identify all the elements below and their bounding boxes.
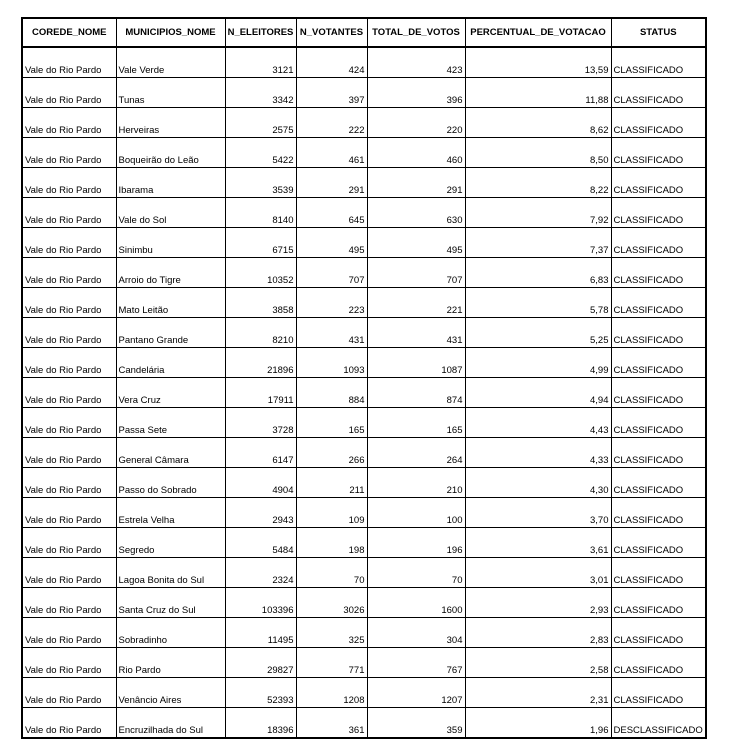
cell-total-de-votos: 70: [367, 558, 465, 588]
cell-status: CLASSIFICADO: [611, 138, 706, 168]
cell-n-eleitores: 3728: [225, 408, 296, 438]
cell-status: CLASSIFICADO: [611, 288, 706, 318]
cell-municipio-nome: Boqueirão do Leão: [116, 138, 225, 168]
cell-total-de-votos: 165: [367, 408, 465, 438]
cell-n-eleitores: 5484: [225, 528, 296, 558]
table-row: [22, 378, 706, 408]
cell-n-votantes: 461: [296, 138, 367, 168]
table-row: [22, 498, 706, 528]
cell-municipio-nome: Candelária: [116, 348, 225, 378]
cell-n-votantes: 223: [296, 288, 367, 318]
cell-corede-nome: Vale do Rio Pardo: [22, 258, 116, 288]
cell-n-eleitores: 4904: [225, 468, 296, 498]
cell-total-de-votos: 359: [367, 708, 465, 739]
cell-n-eleitores: 3121: [225, 47, 296, 78]
cell-municipio-nome: Ibarama: [116, 168, 225, 198]
cell-n-eleitores: 52393: [225, 678, 296, 708]
cell-municipio-nome: Sinimbu: [116, 228, 225, 258]
cell-total-de-votos: 767: [367, 648, 465, 678]
cell-total-de-votos: 396: [367, 78, 465, 108]
cell-municipio-nome: Encruzilhada do Sul: [116, 708, 225, 739]
table-body: [22, 47, 706, 738]
cell-status: CLASSIFICADO: [611, 498, 706, 528]
table-row: [22, 558, 706, 588]
cell-percentual-de-votacao: 8,22: [465, 168, 611, 198]
cell-percentual-de-votacao: 3,61: [465, 528, 611, 558]
cell-percentual-de-votacao: 2,31: [465, 678, 611, 708]
cell-n-votantes: 70: [296, 558, 367, 588]
cell-percentual-de-votacao: 2,93: [465, 588, 611, 618]
cell-municipio-nome: Vale Verde: [116, 47, 225, 78]
cell-n-votantes: 266: [296, 438, 367, 468]
cell-status: CLASSIFICADO: [611, 378, 706, 408]
cell-corede-nome: Vale do Rio Pardo: [22, 348, 116, 378]
cell-percentual-de-votacao: 11,88: [465, 78, 611, 108]
cell-n-eleitores: 29827: [225, 648, 296, 678]
cell-municipio-nome: Tunas: [116, 78, 225, 108]
table-row: [22, 228, 706, 258]
table-row: [22, 408, 706, 438]
table-row: [22, 618, 706, 648]
cell-percentual-de-votacao: 4,43: [465, 408, 611, 438]
cell-n-eleitores: 11495: [225, 618, 296, 648]
cell-n-eleitores: 17911: [225, 378, 296, 408]
table-row: [22, 318, 706, 348]
header-status: STATUS: [611, 18, 706, 47]
cell-n-votantes: 1208: [296, 678, 367, 708]
cell-percentual-de-votacao: 6,83: [465, 258, 611, 288]
cell-percentual-de-votacao: 1,96: [465, 708, 611, 739]
cell-percentual-de-votacao: 4,99: [465, 348, 611, 378]
cell-status: CLASSIFICADO: [611, 348, 706, 378]
cell-n-eleitores: 8210: [225, 318, 296, 348]
header-n-votantes: N_VOTANTES: [296, 18, 367, 47]
cell-corede-nome: Vale do Rio Pardo: [22, 708, 116, 739]
cell-corede-nome: Vale do Rio Pardo: [22, 288, 116, 318]
cell-n-votantes: 3026: [296, 588, 367, 618]
cell-municipio-nome: Rio Pardo: [116, 648, 225, 678]
cell-percentual-de-votacao: 2,58: [465, 648, 611, 678]
header-n-eleitores: N_ELEITORES: [225, 18, 296, 47]
cell-status: CLASSIFICADO: [611, 648, 706, 678]
cell-total-de-votos: 220: [367, 108, 465, 138]
table-row: [22, 138, 706, 168]
table-row: [22, 438, 706, 468]
cell-corede-nome: Vale do Rio Pardo: [22, 378, 116, 408]
cell-corede-nome: Vale do Rio Pardo: [22, 648, 116, 678]
table-row: [22, 258, 706, 288]
cell-municipio-nome: General Câmara: [116, 438, 225, 468]
cell-n-votantes: 645: [296, 198, 367, 228]
cell-n-votantes: 361: [296, 708, 367, 739]
cell-total-de-votos: 264: [367, 438, 465, 468]
cell-total-de-votos: 460: [367, 138, 465, 168]
cell-n-votantes: 198: [296, 528, 367, 558]
cell-percentual-de-votacao: 5,78: [465, 288, 611, 318]
table-row: [22, 678, 706, 708]
cell-total-de-votos: 630: [367, 198, 465, 228]
cell-total-de-votos: 495: [367, 228, 465, 258]
cell-percentual-de-votacao: 5,25: [465, 318, 611, 348]
table-row: [22, 108, 706, 138]
cell-corede-nome: Vale do Rio Pardo: [22, 468, 116, 498]
cell-total-de-votos: 291: [367, 168, 465, 198]
cell-total-de-votos: 874: [367, 378, 465, 408]
cell-n-eleitores: 6715: [225, 228, 296, 258]
cell-municipio-nome: Santa Cruz do Sul: [116, 588, 225, 618]
cell-municipio-nome: Sobradinho: [116, 618, 225, 648]
table-row: [22, 648, 706, 678]
cell-total-de-votos: 221: [367, 288, 465, 318]
cell-status: DESCLASSIFICADO: [611, 708, 706, 739]
cell-percentual-de-votacao: 4,30: [465, 468, 611, 498]
cell-percentual-de-votacao: 7,92: [465, 198, 611, 228]
cell-status: CLASSIFICADO: [611, 198, 706, 228]
cell-corede-nome: Vale do Rio Pardo: [22, 438, 116, 468]
cell-status: CLASSIFICADO: [611, 618, 706, 648]
cell-percentual-de-votacao: 8,62: [465, 108, 611, 138]
cell-n-eleitores: 3539: [225, 168, 296, 198]
cell-status: CLASSIFICADO: [611, 408, 706, 438]
cell-corede-nome: Vale do Rio Pardo: [22, 528, 116, 558]
cell-corede-nome: Vale do Rio Pardo: [22, 198, 116, 228]
cell-municipio-nome: Mato Leitão: [116, 288, 225, 318]
cell-status: CLASSIFICADO: [611, 258, 706, 288]
cell-municipio-nome: Vale do Sol: [116, 198, 225, 228]
table-row: [22, 348, 706, 378]
cell-percentual-de-votacao: 13,59: [465, 47, 611, 78]
cell-municipio-nome: Herveiras: [116, 108, 225, 138]
table-row: [22, 708, 706, 739]
cell-n-eleitores: 21896: [225, 348, 296, 378]
cell-total-de-votos: 196: [367, 528, 465, 558]
cell-status: CLASSIFICADO: [611, 78, 706, 108]
cell-municipio-nome: Venâncio Aires: [116, 678, 225, 708]
cell-corede-nome: Vale do Rio Pardo: [22, 408, 116, 438]
cell-n-eleitores: 3858: [225, 288, 296, 318]
header-corede-nome: COREDE_NOME: [22, 18, 116, 47]
cell-status: CLASSIFICADO: [611, 528, 706, 558]
cell-percentual-de-votacao: 3,70: [465, 498, 611, 528]
cell-status: CLASSIFICADO: [611, 438, 706, 468]
cell-municipio-nome: Passo do Sobrado: [116, 468, 225, 498]
cell-corede-nome: Vale do Rio Pardo: [22, 47, 116, 78]
cell-total-de-votos: 1087: [367, 348, 465, 378]
cell-percentual-de-votacao: 4,33: [465, 438, 611, 468]
cell-n-eleitores: 18396: [225, 708, 296, 739]
cell-corede-nome: Vale do Rio Pardo: [22, 78, 116, 108]
cell-corede-nome: Vale do Rio Pardo: [22, 168, 116, 198]
cell-corede-nome: Vale do Rio Pardo: [22, 318, 116, 348]
cell-total-de-votos: 1600: [367, 588, 465, 618]
table-header: [22, 18, 706, 47]
cell-corede-nome: Vale do Rio Pardo: [22, 678, 116, 708]
cell-municipio-nome: Segredo: [116, 528, 225, 558]
cell-corede-nome: Vale do Rio Pardo: [22, 618, 116, 648]
cell-n-eleitores: 3342: [225, 78, 296, 108]
cell-total-de-votos: 707: [367, 258, 465, 288]
cell-n-votantes: 495: [296, 228, 367, 258]
cell-status: CLASSIFICADO: [611, 47, 706, 78]
cell-n-eleitores: 2324: [225, 558, 296, 588]
cell-n-votantes: 211: [296, 468, 367, 498]
cell-corede-nome: Vale do Rio Pardo: [22, 498, 116, 528]
cell-n-votantes: 431: [296, 318, 367, 348]
cell-n-eleitores: 5422: [225, 138, 296, 168]
cell-n-eleitores: 8140: [225, 198, 296, 228]
cell-n-votantes: 325: [296, 618, 367, 648]
cell-total-de-votos: 423: [367, 47, 465, 78]
cell-n-votantes: 771: [296, 648, 367, 678]
cell-status: CLASSIFICADO: [611, 588, 706, 618]
cell-status: CLASSIFICADO: [611, 228, 706, 258]
cell-n-eleitores: 2943: [225, 498, 296, 528]
cell-n-votantes: 707: [296, 258, 367, 288]
header-municipios-nome: MUNICIPIOS_NOME: [116, 18, 225, 47]
cell-n-votantes: 397: [296, 78, 367, 108]
table-row: [22, 78, 706, 108]
cell-total-de-votos: 210: [367, 468, 465, 498]
table-row: [22, 288, 706, 318]
cell-municipio-nome: Vera Cruz: [116, 378, 225, 408]
cell-n-votantes: 1093: [296, 348, 367, 378]
header-total-de-votos: TOTAL_DE_VOTOS: [367, 18, 465, 47]
cell-n-votantes: 291: [296, 168, 367, 198]
cell-corede-nome: Vale do Rio Pardo: [22, 108, 116, 138]
cell-percentual-de-votacao: 3,01: [465, 558, 611, 588]
cell-municipio-nome: Passa Sete: [116, 408, 225, 438]
cell-status: CLASSIFICADO: [611, 108, 706, 138]
cell-corede-nome: Vale do Rio Pardo: [22, 588, 116, 618]
cell-corede-nome: Vale do Rio Pardo: [22, 138, 116, 168]
cell-corede-nome: Vale do Rio Pardo: [22, 228, 116, 258]
cell-total-de-votos: 1207: [367, 678, 465, 708]
table-row: [22, 528, 706, 558]
cell-municipio-nome: Lagoa Bonita do Sul: [116, 558, 225, 588]
table-row: [22, 198, 706, 228]
table-row: [22, 47, 706, 78]
cell-percentual-de-votacao: 7,37: [465, 228, 611, 258]
cell-status: CLASSIFICADO: [611, 558, 706, 588]
cell-status: CLASSIFICADO: [611, 468, 706, 498]
cell-total-de-votos: 304: [367, 618, 465, 648]
cell-percentual-de-votacao: 4,94: [465, 378, 611, 408]
table-row: [22, 468, 706, 498]
cell-n-eleitores: 2575: [225, 108, 296, 138]
header-row: [22, 18, 706, 47]
cell-status: CLASSIFICADO: [611, 168, 706, 198]
cell-municipio-nome: Arroio do Tigre: [116, 258, 225, 288]
table-row: [22, 588, 706, 618]
cell-n-votantes: 884: [296, 378, 367, 408]
cell-n-votantes: 109: [296, 498, 367, 528]
cell-n-votantes: 165: [296, 408, 367, 438]
cell-status: CLASSIFICADO: [611, 318, 706, 348]
cell-percentual-de-votacao: 2,83: [465, 618, 611, 648]
header-percentual-de-votacao: PERCENTUAL_DE_VOTACAO: [465, 18, 611, 47]
cell-n-votantes: 424: [296, 47, 367, 78]
cell-n-votantes: 222: [296, 108, 367, 138]
cell-n-eleitores: 6147: [225, 438, 296, 468]
cell-status: CLASSIFICADO: [611, 678, 706, 708]
cell-municipio-nome: Estrela Velha: [116, 498, 225, 528]
cell-corede-nome: Vale do Rio Pardo: [22, 558, 116, 588]
table-row: [22, 168, 706, 198]
cell-n-eleitores: 103396: [225, 588, 296, 618]
cell-total-de-votos: 431: [367, 318, 465, 348]
cell-n-eleitores: 10352: [225, 258, 296, 288]
cell-municipio-nome: Pantano Grande: [116, 318, 225, 348]
cell-total-de-votos: 100: [367, 498, 465, 528]
cell-percentual-de-votacao: 8,50: [465, 138, 611, 168]
election-results-table: [21, 17, 707, 739]
